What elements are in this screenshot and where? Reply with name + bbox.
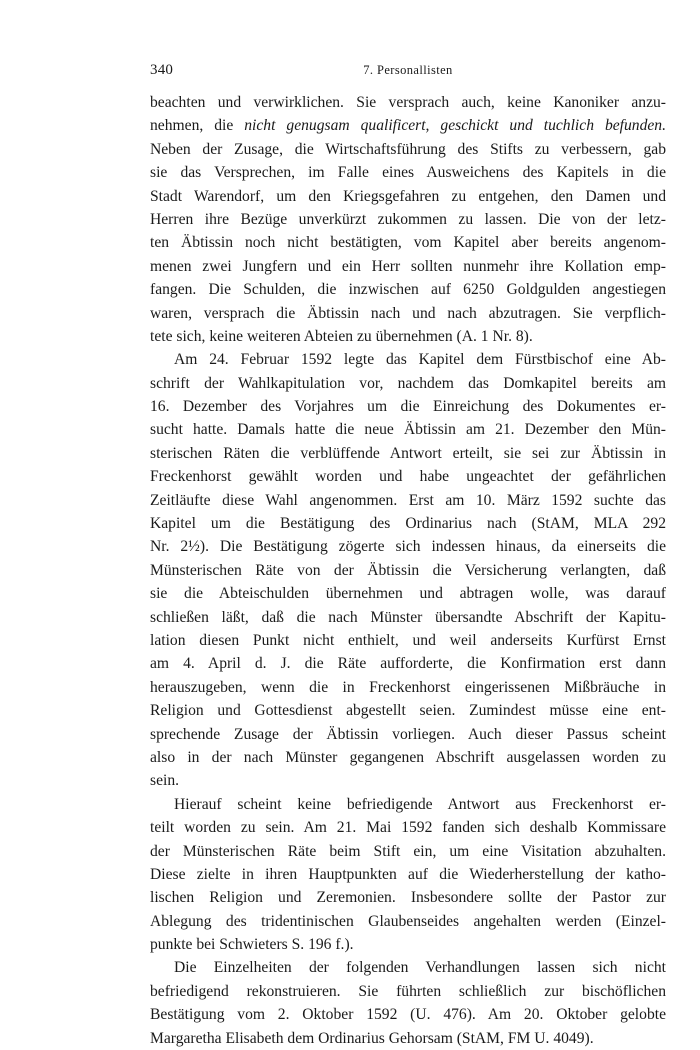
paragraph (150, 348, 666, 792)
text-line (150, 1003, 666, 1026)
text-line (150, 816, 666, 839)
text-line (150, 138, 666, 161)
text-segment: sein. (150, 772, 180, 790)
text-segment: am 4. April d. J. die Räte aufforderte, die Konfirmation erst dann (150, 655, 666, 673)
text-segment: nehmen, die (150, 117, 245, 135)
text-segment: menen zwei Jungfern und ein Herr sollten nunmehr ihre Kollation emp- (150, 257, 666, 275)
text-line (150, 161, 666, 184)
text-segment: beachten und verwirklichen. Sie versprach auch, keine Kanoniker anzu- (150, 94, 666, 111)
text-segment: sucht hatte. Damals hatte die neue Äbtissin am 21. Dezember den Mün- (150, 421, 666, 439)
page-header (150, 62, 666, 82)
text-line (150, 325, 666, 348)
text-line (150, 418, 666, 441)
text-line (150, 652, 666, 675)
text-segment: schließen läßt, daß die nach Münster übersandte Abschrift der Kapitu- (150, 608, 666, 626)
text-segment: befriedigend rekonstruieren. Sie führten schließlich zur bischöflichen (150, 982, 666, 1000)
text-line (150, 840, 666, 863)
text-line (150, 255, 666, 278)
text-line (150, 559, 666, 582)
running-head: 7. Personallisten (363, 63, 453, 77)
text-line (150, 512, 666, 535)
text-segment: Kapitel um die Bestätigung des Ordinarius nach (StAM, MLA 292 (150, 515, 666, 533)
text-line (150, 793, 666, 816)
text-segment: herauszugeben, wenn die in Freckenhorst eingerissenen Mißbräuche in (150, 678, 666, 696)
text-segment: Zeitläufte diese Wahl angenommen. Erst am 10. März 1592 suchte das (150, 491, 666, 509)
text-line (150, 886, 666, 909)
text-segment: Hierauf scheint keine befriedigende Antwort aus Freckenhorst er- (174, 795, 666, 813)
text-segment: sterischen Räten die verblüffende Antwort erteilt, sie sei zur Äbtissin in (150, 444, 666, 462)
text-line (150, 980, 666, 1003)
text-segment: Nr. 2½). Die Bestätigung zögerte sich indessen hinaus, da einerseits die (150, 538, 666, 556)
text-line (150, 723, 666, 746)
text-line (150, 582, 666, 605)
text-segment: Neben der Zusage, die Wirtschaftsführung des Stifts zu verbessern, gab (150, 140, 666, 158)
text-line (150, 278, 666, 301)
text-segment: fangen. Die Schulden, die inzwischen auf 6250 Goldgulden angestiegen (150, 281, 666, 299)
text-segment: sie die Abteischulden übernehmen und abtragen wolle, was darauf (150, 585, 666, 603)
text-segment: Bestätigung vom 2. Oktober 1592 (U. 476). Am 20. Oktober gelobte (150, 1006, 666, 1024)
text-line (150, 769, 666, 792)
text-line (150, 465, 666, 488)
text-segment: tete sich, keine weiteren Abteien zu übernehmen (A. 1 Nr. 8). (150, 327, 533, 345)
text-line (150, 629, 666, 652)
paragraph (150, 91, 666, 348)
text-line (150, 114, 666, 137)
italic-quote: nicht genugsam qualificert, geschickt und tuchlich befunden. (244, 117, 667, 135)
text-line (150, 956, 666, 979)
text-line (150, 231, 666, 254)
text-line (150, 302, 666, 325)
text-line (150, 91, 666, 114)
text-line (150, 746, 666, 769)
paragraph (150, 793, 666, 957)
text-segment: sie das Versprechen, im Falle eines Ausweichens des Kapitels in die (150, 164, 666, 182)
body-text (150, 91, 666, 1050)
text-line (150, 606, 666, 629)
text-segment: punkte bei Schwieters S. 196 f.). (150, 936, 354, 954)
text-line (150, 699, 666, 722)
text-line (150, 395, 666, 418)
text-line (150, 535, 666, 558)
text-line (150, 442, 666, 465)
text-line (150, 676, 666, 699)
text-segment: 16. Dezember des Vorjahres um die Einreichung des Dokumentes er- (150, 398, 666, 416)
text-line (150, 208, 666, 231)
text-segment: Religion und Gottesdienst abgestellt seien. Zumindest müsse eine ent- (150, 702, 666, 720)
text-segment: Stadt Warendorf, um den Kriegsgefahren zu entgehen, den Damen und (150, 187, 666, 205)
text-segment: also in der nach Münster gegangenen Abschrift ausgelassen worden zu (150, 748, 666, 766)
text-line (150, 185, 666, 208)
text-line (150, 489, 666, 512)
paragraph (150, 956, 666, 1050)
text-segment: der Münsterischen Räte beim Stift ein, um eine Visitation abzuhalten. (150, 842, 666, 860)
text-segment: Die Einzelheiten der folgenden Verhandlungen lassen sich nicht (174, 959, 666, 977)
text-segment: lation diesen Punkt nicht enthielt, und weil anderseits Kurfürst Ernst (150, 631, 666, 649)
text-segment: Münsterischen Räte von der Äbtissin die Versicherung verlangten, daß (150, 561, 666, 579)
text-segment: lischen Religion und Zeremonien. Insbesondere sollte der Pastor zur (150, 889, 666, 907)
text-line (150, 863, 666, 886)
text-line (150, 933, 666, 956)
page-number: 340 (150, 62, 174, 78)
text-segment: schrift der Wahlkapitulation vor, nachdem das Domkapitel bereits am (150, 374, 666, 392)
text-segment: Ablegung des tridentinischen Glaubenseides angehalten werden (Einzel- (150, 912, 666, 930)
text-segment: waren, versprach die Äbtissin nach und nach abzutragen. Sie verpflich- (150, 304, 666, 322)
text-line (150, 348, 666, 371)
text-segment: Am 24. Februar 1592 legte das Kapitel dem Fürstbischof eine Ab- (174, 351, 666, 369)
text-line (150, 1027, 666, 1050)
text-line (150, 910, 666, 933)
text-segment: teilt worden zu sein. Am 21. Mai 1592 fanden sich deshalb Kommissare (150, 819, 666, 837)
text-segment: sprechende Zusage der Äbtissin vorliegen. Auch dieser Passus scheint (150, 725, 666, 743)
text-segment: Margaretha Elisabeth dem Ordinarius Gehorsam (StAM, FM U. 4049). (150, 1029, 594, 1047)
text-segment: Herren ihre Bezüge unverkürzt zukommen zu lassen. Die von der letz- (150, 210, 666, 228)
text-line (150, 372, 666, 395)
text-segment: Diese zielte in ihren Hauptpunkten auf die Wiederherstellung der katho- (150, 865, 666, 883)
text-segment: Freckenhorst gewählt worden und habe ungeachtet der gefährlichen (150, 468, 666, 486)
text-segment: ten Äbtissin noch nicht bestätigten, vom Kapitel aber bereits angenom- (150, 234, 666, 252)
